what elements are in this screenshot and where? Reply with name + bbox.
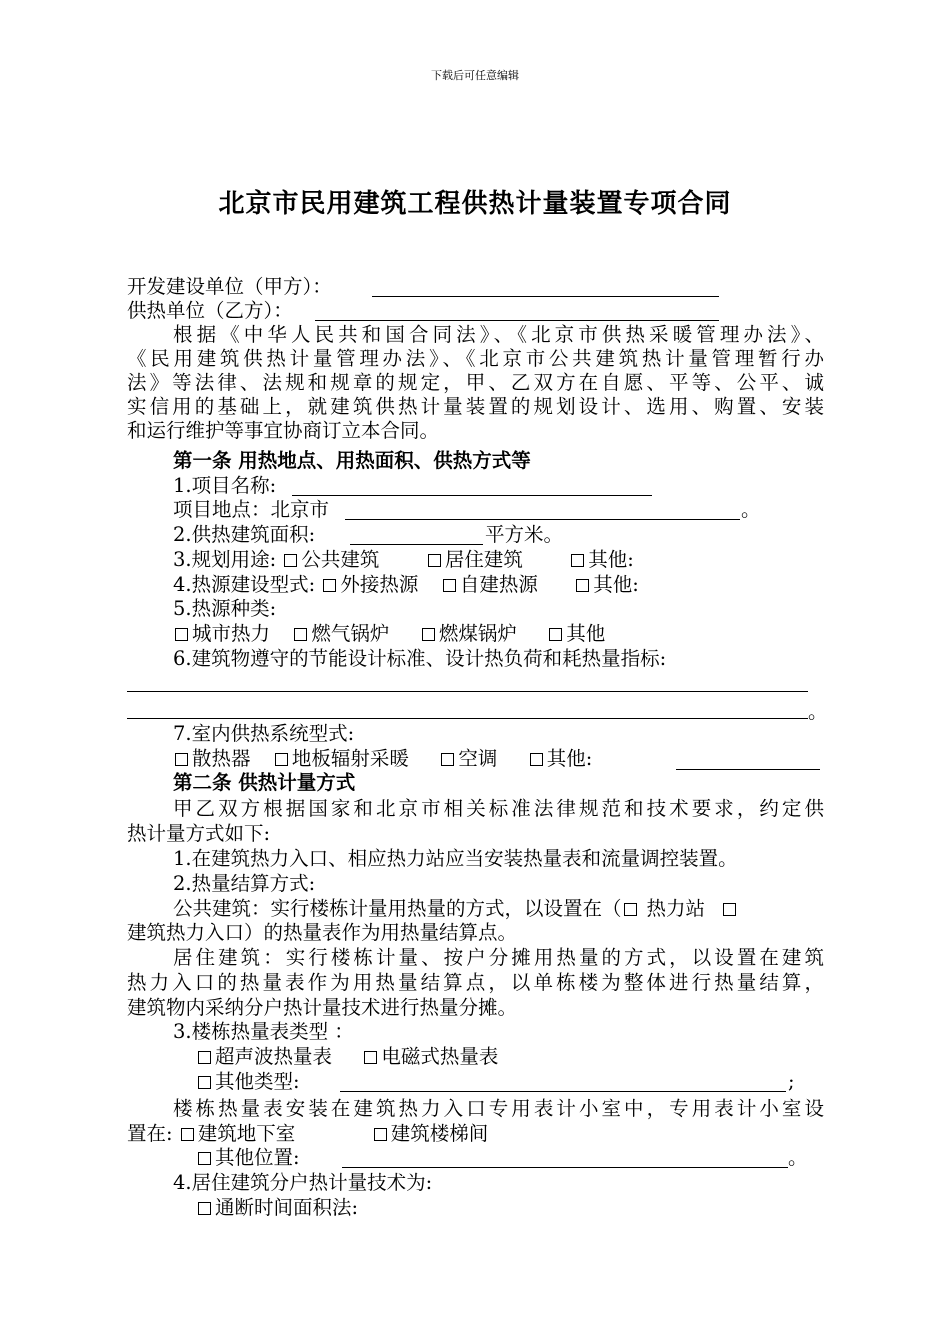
option-residential: 居住建筑 [444,548,523,571]
party-b-label: 供热单位（乙方）： [127,299,293,322]
checkbox-basement[interactable] [181,1128,194,1141]
project-location-blank[interactable] [345,519,740,520]
checkbox-coal-boiler[interactable] [422,628,435,641]
checkbox-radiator[interactable] [175,753,188,766]
option-other-location: 其他位置: [215,1146,300,1169]
other-location-blank[interactable] [342,1167,788,1168]
heating-area-label: 2.供热建筑面积: [173,523,316,546]
heating-area-unit: 平方米。 [485,523,564,546]
checkbox-other-location[interactable] [198,1152,211,1165]
preamble-line-1: 根据《中华人民共和国合同法》、《北京市供热采暖管理办法》、 [173,323,824,346]
checkbox-public[interactable] [284,554,297,567]
checkbox-stairwell[interactable] [374,1128,387,1141]
meter-type-row [196,1045,498,1069]
option-coal-boiler: 燃煤锅炉 [438,622,517,645]
project-location-label: 项目地点：北京市 [173,498,330,521]
metering-item-1: 1.在建筑热力入口、相应热力站应当安装热量表和流量调控装置。 [173,847,738,870]
heat-source-kind-label: 5.热源种类: [173,597,277,620]
settlement-method-label: 2.热量结算方式: [173,872,316,895]
other-meter-blank[interactable] [340,1091,786,1092]
checkbox-on-off-time-area[interactable] [198,1202,211,1215]
preamble-line-2: 《民用建筑供热计量管理办法》、《北京市公共建筑热计量管理暂行办 [127,347,824,370]
checkbox-other-source[interactable] [576,579,589,592]
checkbox-other-kind[interactable] [549,628,562,641]
checkbox-electromagnetic[interactable] [364,1051,377,1064]
other-location-end: 。 [788,1146,808,1169]
meter-type-label: 3.楼栋热量表类型 ： [173,1020,354,1043]
checkbox-air-conditioning[interactable] [441,753,454,766]
preamble-line-5: 和运行维护等事宜协商订立本合同。 [127,419,440,442]
install-other-row [196,1146,300,1170]
checkbox-floor-heating[interactable] [275,753,288,766]
residential-line-1: 居住建筑：实行楼栋计量、按户分摊用热量的方式，以设置在建筑 [173,946,824,969]
checkbox-building-inlet[interactable] [723,903,736,916]
energy-standard-end: 。 [808,700,828,723]
energy-standard-blank-2[interactable] [127,718,808,719]
option-heat-station: 热力站 [646,897,706,920]
household-metering-row [196,1196,358,1220]
checkbox-external-source[interactable] [323,579,336,592]
party-a-row [127,275,332,299]
heat-source-type-label: 4.热源建设型式: [173,573,316,596]
option-basement: 建筑地下室 [197,1122,296,1145]
preamble-line-4: 实信用的基础上，就建筑供热计量装置的规划设计、选用、购置、安装 [127,395,824,418]
option-radiator: 散热器 [192,747,251,770]
page-header: 下载后可任意编辑 [431,69,519,82]
project-name-label: 1.项目名称: [173,474,277,497]
option-on-off-time-area: 通断时间面积法: [215,1196,359,1219]
meter-other-row [196,1070,300,1094]
option-air-conditioning: 空调 [458,747,498,770]
residential-line-3: 建筑物内采纳分户热计量技术进行热量分摊。 [127,996,518,1019]
project-name-blank[interactable] [292,495,652,496]
option-external-source: 外接热源 [340,573,419,596]
party-a-label: 开发建设单位（甲方）： [127,275,332,298]
energy-standard-label: 6.建筑物遵守的节能设计标准、设计热负荷和耗热量指标: [173,647,667,670]
party-a-blank[interactable] [372,296,719,297]
option-stairwell: 建筑楼梯间 [390,1122,489,1145]
other-meter-end: ; [788,1070,795,1093]
checkbox-heat-station[interactable] [624,903,637,916]
checkbox-residential[interactable] [428,554,441,567]
energy-standard-blank-1[interactable] [127,691,808,692]
heat-source-type-row [173,573,639,597]
option-other-use: 其他: [588,548,634,571]
checkbox-city-heat[interactable] [175,628,188,641]
checkbox-other-use[interactable] [571,554,584,567]
checkbox-other-system[interactable] [530,753,543,766]
article-2-heading: 第二条 供热计量方式 [173,771,356,794]
planned-use-row [173,548,634,572]
heating-area-blank[interactable] [350,544,483,545]
install-line-2 [127,1122,488,1146]
heat-source-kind-row [173,622,605,646]
other-system-blank[interactable] [676,769,820,770]
public-building-line-1 [173,897,824,921]
household-metering-label: 4.居住建筑分户热计量技术为: [173,1171,433,1194]
install-label: 置在: [127,1122,173,1145]
checkbox-other-meter[interactable] [198,1076,211,1089]
article-2-intro-2: 热计量方式如下: [127,822,271,845]
option-other-kind: 其他 [566,622,606,645]
public-building-text: 公共建筑：实行楼栋计量用热量的方式，以设置在（ [173,897,622,920]
planned-use-label: 3.规划用途: [173,548,277,571]
option-other-source: 其他: [593,573,639,596]
party-b-row [127,299,293,323]
checkbox-ultrasonic[interactable] [198,1051,211,1064]
option-ultrasonic: 超声波热量表 [215,1045,333,1068]
option-electromagnetic: 电磁式热量表 [381,1045,499,1068]
option-other-meter: 其他类型: [215,1070,300,1093]
option-public: 公共建筑 [301,548,380,571]
option-self-built-source: 自建热源 [459,573,538,596]
article-1-heading: 第一条 用热地点、用热面积、供热方式等 [173,449,531,472]
residential-line-2: 热力入口的热量表作为用热量结算点，以单栋楼为整体进行热量结算， [127,971,824,994]
option-other-system: 其他: [546,747,593,770]
article-2-intro-1: 甲乙双方根据国家和北京市相关标准法律规范和技术要求，约定供 [173,797,824,820]
project-location-end: 。 [741,498,761,521]
install-line-1: 楼栋热量表安装在建筑热力入口专用表计小室中，专用表计小室设 [173,1097,824,1120]
checkbox-gas-boiler[interactable] [294,628,307,641]
checkbox-self-built-source[interactable] [443,579,456,592]
party-b-blank[interactable] [315,320,719,321]
option-gas-boiler: 燃气锅炉 [311,622,390,645]
option-city-heat: 城市热力 [192,622,271,645]
preamble-line-3: 法》等法律、法规和规章的规定，甲、乙双方在自愿、平等、公平、诚 [127,371,824,394]
contract-title: 北京市民用建筑工程供热计量装置专项合同 [218,189,732,219]
indoor-system-row [173,747,592,771]
public-building-line-2: 建筑热力入口）的热量表作为用热量结算点。 [127,921,518,944]
indoor-system-label: 7.室内供热系统型式: [173,722,355,745]
option-floor-heating: 地板辐射采暖 [291,747,409,770]
